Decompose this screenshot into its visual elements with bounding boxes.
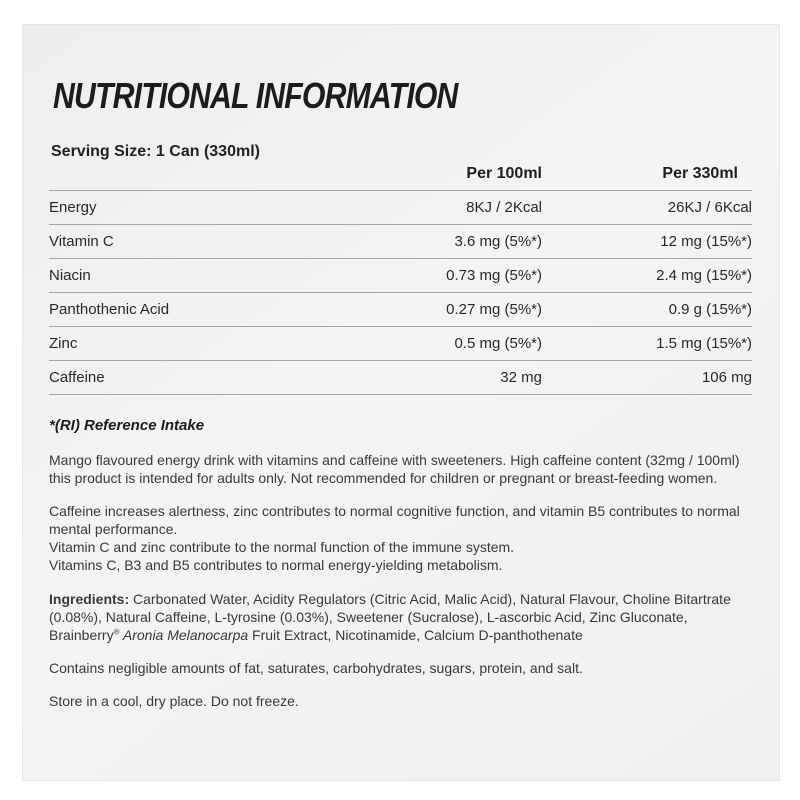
value-per330ml: 2.4 mg (15%*): [542, 259, 752, 293]
ingredients-list-part2: Fruit Extract, Nicotinamide, Calcium D-panthothenate: [248, 627, 583, 643]
value-per330ml: 12 mg (15%*): [542, 225, 752, 259]
contains-note: Contains negligible amounts of fat, saturates, carbohydrates, sugars, protein, and salt.: [49, 660, 583, 677]
storage-note: Store in a cool, dry place. Do not freeze.: [49, 693, 299, 710]
table-row: [49, 225, 752, 259]
value-per100ml: 0.73 mg (5%*): [349, 259, 542, 293]
nutrient-name: Energy: [49, 191, 349, 225]
ingredients-paragraph: [49, 590, 752, 645]
table-row: [49, 361, 752, 395]
value-per100ml: 8KJ / 2Kcal: [349, 191, 542, 225]
column-header-per330ml: Per 330ml: [542, 165, 752, 191]
nutrition-table: [49, 165, 752, 395]
table-row: [49, 327, 752, 361]
table-row: [49, 259, 752, 293]
registered-trademark-symbol: ®: [113, 627, 120, 637]
nutrient-name: Niacin: [49, 259, 349, 293]
page-title: NUTRITIONAL INFORMATION: [53, 75, 458, 116]
column-header-per100ml: Per 100ml: [349, 165, 542, 191]
value-per330ml: 1.5 mg (15%*): [542, 327, 752, 361]
value-per100ml: 0.5 mg (5%*): [349, 327, 542, 361]
value-per100ml: 0.27 mg (5%*): [349, 293, 542, 327]
benefit-line: Vitamins C, B3 and B5 contributes to normal energy-yielding metabolism.: [49, 557, 503, 574]
product-description: Mango flavoured energy drink with vitamins and caffeine with sweeteners. High caffeine content (32mg / 100ml) this product is intended for adults only. Not recommended for children or pregnant or breast-feeding women.: [49, 451, 740, 486]
ingredients-label: Ingredients:: [49, 590, 130, 607]
nutrient-name: Caffeine: [49, 361, 349, 395]
nutrient-name: Vitamin C: [49, 225, 349, 259]
nutrient-name: Zinc: [49, 327, 349, 361]
column-header-blank: [49, 165, 349, 191]
value-per100ml: 3.6 mg (5%*): [349, 225, 542, 259]
serving-size-label: Serving Size: 1 Can (330ml): [51, 143, 260, 160]
benefit-line: Vitamin C and zinc contribute to the normal function of the immune system.: [49, 539, 515, 556]
nutrient-name: Panthothenic Acid: [49, 293, 349, 327]
table-header-row: [49, 165, 752, 191]
notes-section: [49, 416, 752, 711]
value-per330ml: 0.9 g (15%*): [542, 293, 752, 327]
value-per330ml: 26KJ / 6Kcal: [542, 191, 752, 225]
reference-intake-note: *(RI) Reference Intake: [49, 417, 205, 434]
nutrition-label-card: [22, 24, 780, 781]
ingredients-list-part1: Carbonated Water, Acidity Regulators (Citric Acid, Malic Acid), Natural Flavour, Choline Bitartrate (0.08%), Natural Caffeine, L-tyrosine (0.03%), Sweetener (Sucralose), L-ascorbic Acid, Zinc Gluconate, Brainberry: [49, 590, 731, 643]
value-per100ml: 32 mg: [349, 361, 542, 395]
ingredients-species-italic: Aronia Melanocarpa: [119, 627, 249, 643]
benefit-statements: [49, 502, 752, 575]
value-per330ml: 106 mg: [542, 361, 752, 395]
benefit-line: Caffeine increases alertness, zinc contributes to normal cognitive function, and vitamin B5 contributes to normal mental performance.: [49, 502, 740, 538]
table-row: [49, 191, 752, 225]
table-row: [49, 293, 752, 327]
